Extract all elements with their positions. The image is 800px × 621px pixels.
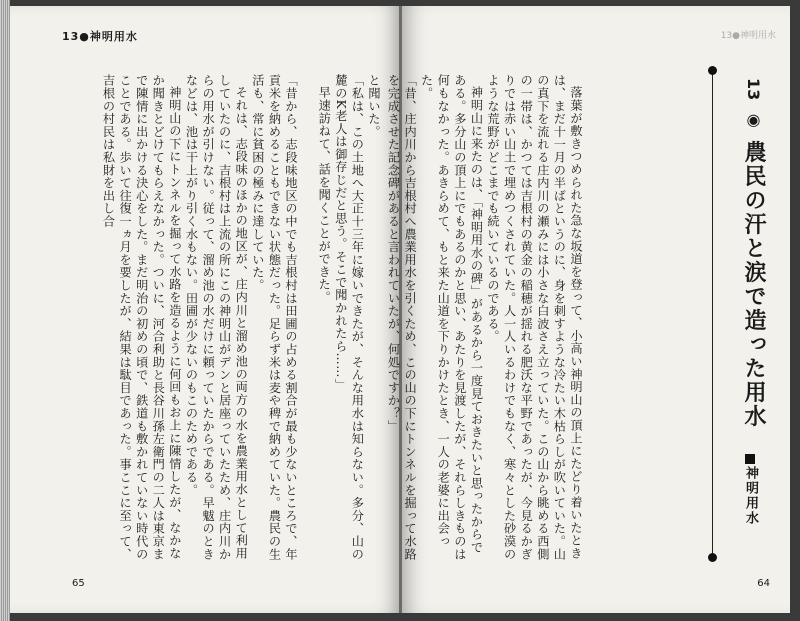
paragraph: 「私は、この土地へ大正十三年に嫁いできたが、そんな用水は知らない。多分、山の麓のK老人は御存じだと思う。そこで聞かれたら……」 — [333, 74, 365, 561]
title-rule — [712, 70, 713, 558]
section-tag-label: 神明用水 — [743, 466, 758, 526]
chapter-bullet-icon: ◉ — [744, 109, 763, 131]
chapter-title-text: 農民の汗と涙で造った用水 — [741, 140, 766, 429]
page-number-right: 64 — [757, 578, 770, 589]
paragraph: 落葉が敷きつめられた急な坂道を登って、小高い神明山の頂上にたどり着いたときは、まだ十一月の半ばというのに、身を刺すような冷たい木枯らしが吹いていた。山の真下を流れる庄内川の瀬みには小さな白波さえ立っていた。この山から眺める西側の一帯は、かつては吉根村の黄金の稲穂が揺れる肥沃な平野であったが、今見るかぎりでは赤い山土で埋めつくされていた。人一人いるわけでもなく、寒々とした砂漠のような荒野がどこまでも続いているのである。 — [486, 74, 583, 561]
section-tag — [741, 454, 760, 526]
blank-line — [299, 74, 316, 562]
paragraph: 神明山の下にトンネルを掘って水路を造るように何回もお上に陳情したが、なかなか聞きとどけてもらえなかった。ついに、河合利助と長谷川孫左衛門の二人は東京まで陳情に出かける決心をした。まだ明治の初めの頃で、鉄道も敷かれていない時代のことである。歩いて往復一ヵ月を要したが、結果は駄目であった。事ここに至って、吉根の村民は私財を出し合 — [101, 74, 182, 561]
paragraph: 「昔、庄内川から吉根村へ農業用水を引くため、この山の下にトンネルを掘って水路を完成させた記念碑があると言われていたが、何処ですか？」 — [386, 74, 418, 561]
paragraph: 早速訪ねて、話を聞くことができた。 — [317, 86, 332, 304]
rule-dot-bottom-icon — [708, 553, 717, 562]
paragraph: 「昔から、志段味地区の中でも吉根村は田圃の占める割合が最も少ないところで、年貢米を納めることもできない状態だった。足らず米は麦や稗で納めていた。農民の生活も、常に貧困の極みに達していた。 — [250, 74, 299, 561]
paragraph: 神明山に来たのは、「神明用水の碑」があるから一度見ておきたいと思ったからである。多分山の頂上にでもあるのかと思い、あたりを見渡したが、それらしきものは何もなかった。あきらめて、もと来た山道を下りかけたとき、一人の老婆に出会った。 — [419, 74, 484, 561]
paragraph: それは、志段味のほかの地区が、庄内川と溜め池の両方の水を農業用水として利用していたのに、吉根村は上流の所にこの神明山がデンと居座っていたため、庄内川からの用水が引けない。従って、溜め池の水だけに頼っていたからである。早魃のときなどは、池は干上がり引く水もない。田圃が少ないのもこのためである。 — [184, 74, 249, 561]
square-bullet-icon — [745, 454, 755, 464]
right-page — [386, 6, 790, 613]
paragraph: と聞いた。 — [367, 74, 381, 138]
left-page — [10, 6, 402, 613]
chapter-title-block — [708, 70, 768, 558]
right-body-text — [385, 74, 584, 562]
chapter-number: 13 — [744, 78, 763, 101]
page-number-left: 65 — [72, 578, 85, 589]
chapter-title — [740, 78, 766, 429]
left-body-text — [100, 74, 382, 562]
page-edges — [0, 0, 10, 621]
running-head-right: 13●神明用水 — [720, 31, 776, 41]
rule-dot-top-icon — [708, 66, 717, 75]
running-head-left: 13●神明用水 — [62, 30, 138, 43]
